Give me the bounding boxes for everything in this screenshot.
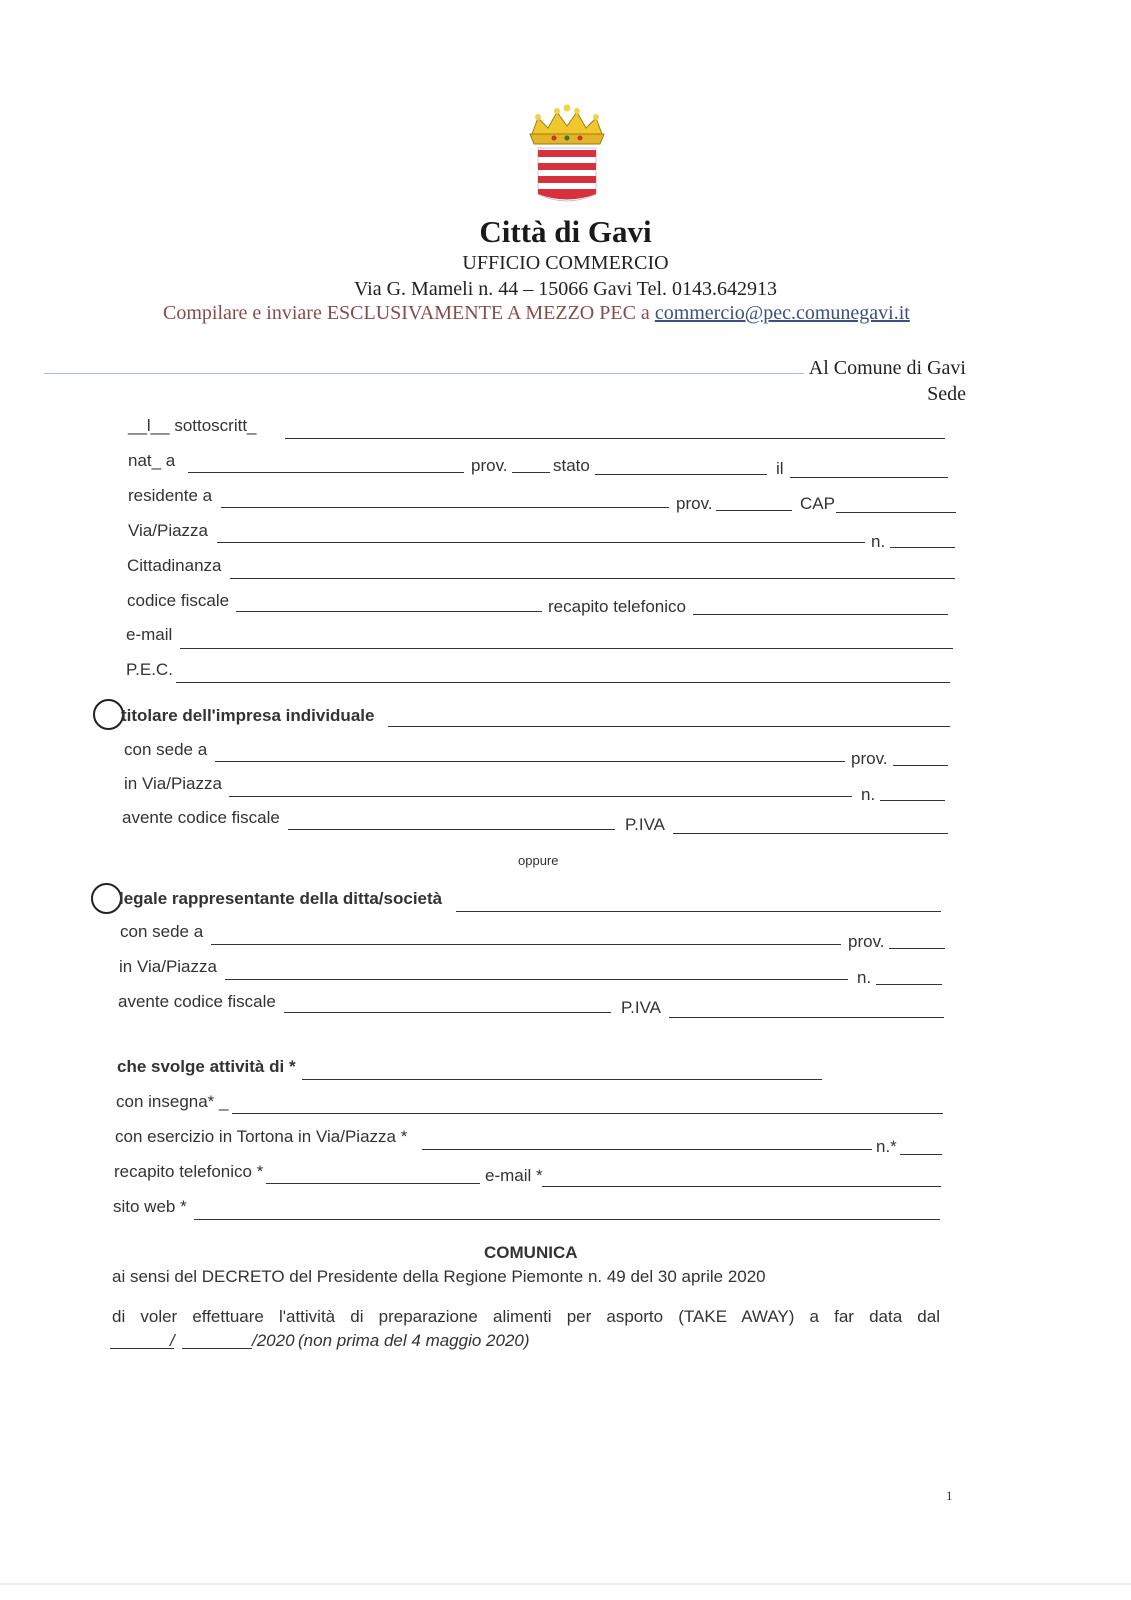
residenza-field[interactable] bbox=[221, 507, 669, 508]
data-nascita-field[interactable] bbox=[790, 477, 948, 478]
addressee: Al Comune di Gavi bbox=[808, 357, 966, 379]
legale-piva-label: P.IVA bbox=[621, 998, 662, 1017]
email-field[interactable] bbox=[180, 648, 953, 649]
legale-civico-label: n. bbox=[857, 968, 872, 987]
titolare-sede-field[interactable] bbox=[215, 761, 845, 762]
oppure-label: oppure bbox=[518, 853, 559, 868]
esercizio-field[interactable] bbox=[422, 1149, 872, 1150]
stato-field[interactable] bbox=[595, 474, 767, 475]
crown-icon bbox=[530, 105, 604, 145]
prov-residenza-label: prov. bbox=[676, 494, 713, 513]
titolare-piva-label: P.IVA bbox=[625, 815, 666, 834]
pec-email-link[interactable]: commercio@pec.comunegavi.it bbox=[654, 302, 910, 324]
titolare-prov-label: prov. bbox=[851, 749, 888, 768]
titolare-cf-field[interactable] bbox=[288, 829, 615, 830]
comunica-heading: COMUNICA bbox=[484, 1243, 578, 1262]
city-title: Città di Gavi bbox=[479, 214, 652, 249]
prov-nascita-field[interactable] bbox=[512, 472, 550, 473]
date-note: (non prima del 4 maggio 2020) bbox=[298, 1331, 530, 1350]
attivita-email-label: e-mail * bbox=[485, 1166, 543, 1185]
titolare-piva-field[interactable] bbox=[673, 833, 948, 834]
titolare-civico-field[interactable] bbox=[880, 800, 945, 801]
date-separator: / bbox=[170, 1331, 175, 1350]
data-mese-field[interactable] bbox=[182, 1348, 252, 1349]
legale-cf-label: avente codice fiscale bbox=[118, 992, 276, 1011]
codice-fiscale-field[interactable] bbox=[236, 611, 542, 612]
attivita-label: che svolge attività di * bbox=[117, 1057, 296, 1076]
addressee-sub: Sede bbox=[927, 383, 966, 405]
titolare-radio[interactable] bbox=[93, 699, 124, 730]
cap-label: CAP bbox=[800, 494, 835, 513]
esercizio-civico-field[interactable] bbox=[900, 1154, 942, 1155]
office-name: UFFICIO COMMERCIO bbox=[462, 252, 669, 274]
titolare-sede-label: con sede a bbox=[124, 740, 208, 759]
esercizio-label: con esercizio in Tortona in Via/Piazza * bbox=[115, 1127, 408, 1146]
cap-field[interactable] bbox=[836, 512, 956, 513]
data-giorno-field[interactable] bbox=[110, 1348, 174, 1349]
legale-ditta-field[interactable] bbox=[456, 911, 941, 912]
titolare-via-field[interactable] bbox=[229, 796, 852, 797]
via-field[interactable] bbox=[217, 542, 865, 543]
legale-civico-field[interactable] bbox=[876, 984, 942, 985]
attivita-field[interactable] bbox=[302, 1079, 822, 1080]
via-label: Via/Piazza bbox=[128, 521, 209, 540]
header-divider bbox=[44, 373, 804, 374]
nato-label: nat_ a bbox=[128, 451, 176, 470]
decreto-text: ai sensi del DECRETO del Presidente della Regione Piemonte n. 49 del 30 aprile 2020 bbox=[112, 1267, 766, 1286]
page-edge bbox=[0, 1583, 1131, 1585]
comunica-body: di voler effettuare l'attività di preparazione alimenti per asporto (TAKE AWAY) a far data dal bbox=[112, 1307, 940, 1326]
luogo-nascita-field[interactable] bbox=[188, 472, 464, 473]
titolare-prov-field[interactable] bbox=[893, 765, 948, 766]
titolare-civico-label: n. bbox=[861, 785, 876, 804]
data-nascita-label: il bbox=[776, 459, 784, 478]
esercizio-civico-label: n.* bbox=[876, 1137, 897, 1156]
titolare-via-label: in Via/Piazza bbox=[124, 774, 222, 793]
sito-label: sito web * bbox=[113, 1197, 187, 1216]
titolare-impresa-field[interactable] bbox=[388, 726, 950, 727]
legale-radio[interactable] bbox=[91, 883, 122, 914]
recapito-label: recapito telefonico bbox=[548, 597, 686, 616]
titolare-cf-label: avente codice fiscale bbox=[122, 808, 280, 827]
legale-prov-label: prov. bbox=[848, 932, 885, 951]
pec-instruction bbox=[163, 302, 910, 325]
legale-via-field[interactable] bbox=[225, 979, 848, 980]
pec-label: P.E.C. bbox=[126, 660, 173, 679]
legale-prov-field[interactable] bbox=[889, 948, 945, 949]
sito-field[interactable] bbox=[194, 1219, 940, 1220]
prov-nascita-label: prov. bbox=[471, 456, 508, 475]
page-number: 1 bbox=[946, 1488, 953, 1503]
pec-instruction-text: Compilare e inviare ESCLUSIVAMENTE A MEZZO PEC a bbox=[163, 302, 650, 324]
insegna-label: con insegna* _ bbox=[116, 1092, 229, 1111]
attivita-recapito-field[interactable] bbox=[266, 1183, 480, 1184]
legale-via-label: in Via/Piazza bbox=[119, 957, 217, 976]
email-label: e-mail bbox=[126, 625, 173, 644]
sottoscritto-field[interactable] bbox=[285, 438, 945, 439]
civico-label: n. bbox=[871, 532, 886, 551]
sottoscritto-label: __l__ sottoscritt_ bbox=[128, 416, 257, 435]
cittadinanza-field[interactable] bbox=[230, 578, 955, 579]
legale-piva-field[interactable] bbox=[669, 1017, 944, 1018]
legale-sede-label: con sede a bbox=[120, 922, 204, 941]
codice-fiscale-label: codice fiscale bbox=[127, 591, 230, 610]
titolare-heading: titolare dell'impresa individuale bbox=[121, 706, 375, 725]
pec-field[interactable] bbox=[176, 682, 950, 683]
legale-cf-field[interactable] bbox=[284, 1012, 611, 1013]
recapito-field[interactable] bbox=[693, 614, 948, 615]
attivita-email-field[interactable] bbox=[542, 1186, 941, 1187]
office-address: Via G. Mameli n. 44 – 15066 Gavi Tel. 0143.642913 bbox=[353, 278, 778, 300]
gavi-coat-of-arms-logo bbox=[524, 104, 610, 210]
prov-residenza-field[interactable] bbox=[716, 510, 792, 511]
civico-field[interactable] bbox=[890, 547, 955, 548]
cittadinanza-label: Cittadinanza bbox=[127, 556, 222, 575]
residente-label: residente a bbox=[128, 486, 213, 505]
legale-heading: legale rappresentante della ditta/società bbox=[119, 889, 443, 908]
insegna-field[interactable] bbox=[232, 1113, 943, 1114]
legale-sede-field[interactable] bbox=[211, 944, 841, 945]
stato-label: stato bbox=[553, 456, 590, 475]
attivita-recapito-label: recapito telefonico * bbox=[114, 1162, 264, 1181]
shield-icon bbox=[538, 148, 596, 201]
date-year: /2020 bbox=[252, 1331, 295, 1350]
